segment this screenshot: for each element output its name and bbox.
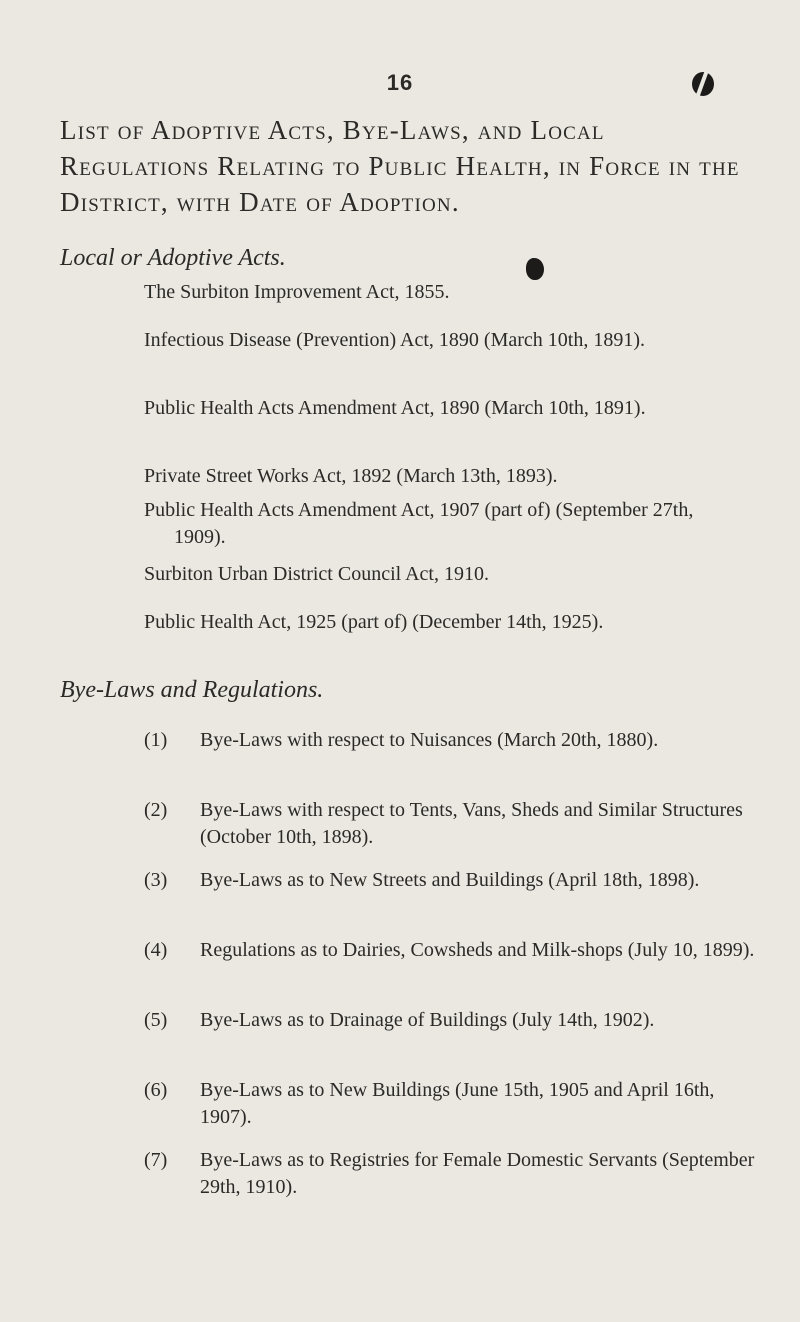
item-number: (7) [144,1149,168,1171]
section-title-local-acts: Local or Adoptive Acts. [60,245,286,271]
list-item [144,727,770,754]
list-item: Private Street Works Act, 1892 (March 13th, 1893). [144,465,558,487]
item-number: (5) [144,1009,168,1031]
item-number: (4) [144,939,168,961]
list-item: The Surbiton Improvement Act, 1855. [144,281,450,303]
item-text: Bye-Laws as to Registries for Female Domestic Servants (September 29th, 1910). [200,1149,755,1198]
item-text: Bye-Laws with respect to Tents, Vans, Sheds and Similar Structures (October 10th, 1898). [200,799,743,848]
item-number: (6) [144,1079,168,1101]
list-item [144,1007,770,1034]
list-item [144,797,770,851]
item-text: Bye-Laws with respect to Nuisances (March 20th, 1880). [200,729,659,751]
list-item [144,1147,770,1201]
ink-blot-mark [526,258,544,280]
list-item: Surbiton Urban District Council Act, 1910. [144,563,489,585]
item-number: (3) [144,869,168,891]
page-number: 16 [386,70,414,95]
list-item: Public Health Act, 1925 (part of) (December 14th, 1925). [144,611,604,633]
section-title-bye-laws: Bye-Laws and Regulations. [60,677,324,703]
item-number: (2) [144,799,168,821]
item-text: Bye-Laws as to New Buildings (June 15th, 1905 and April 16th, 1907). [200,1079,715,1128]
page-heading: List of Adoptive Acts, Bye-Laws, and Local Regulations Relating to Public Health, in Force in the District, with Date of Adoption. [60,115,740,217]
list-item [144,937,770,964]
ink-blot-mark [692,72,714,96]
item-text: Regulations as to Dairies, Cowsheds and Milk-shops (July 10, 1899). [200,939,755,961]
list-item: Public Health Acts Amendment Act, 1890 (March 10th, 1891). [144,397,646,419]
list-item [144,867,770,894]
list-item: Public Health Acts Amendment Act, 1907 (part of) (September 27th, 1909). [144,499,694,548]
item-number: (1) [144,729,168,751]
list-item [144,1077,770,1131]
item-text: Bye-Laws as to New Streets and Buildings (April 18th, 1898). [200,869,700,891]
list-item: Infectious Disease (Prevention) Act, 1890 (March 10th, 1891). [144,329,645,351]
item-text: Bye-Laws as to Drainage of Buildings (July 14th, 1902). [200,1009,655,1031]
